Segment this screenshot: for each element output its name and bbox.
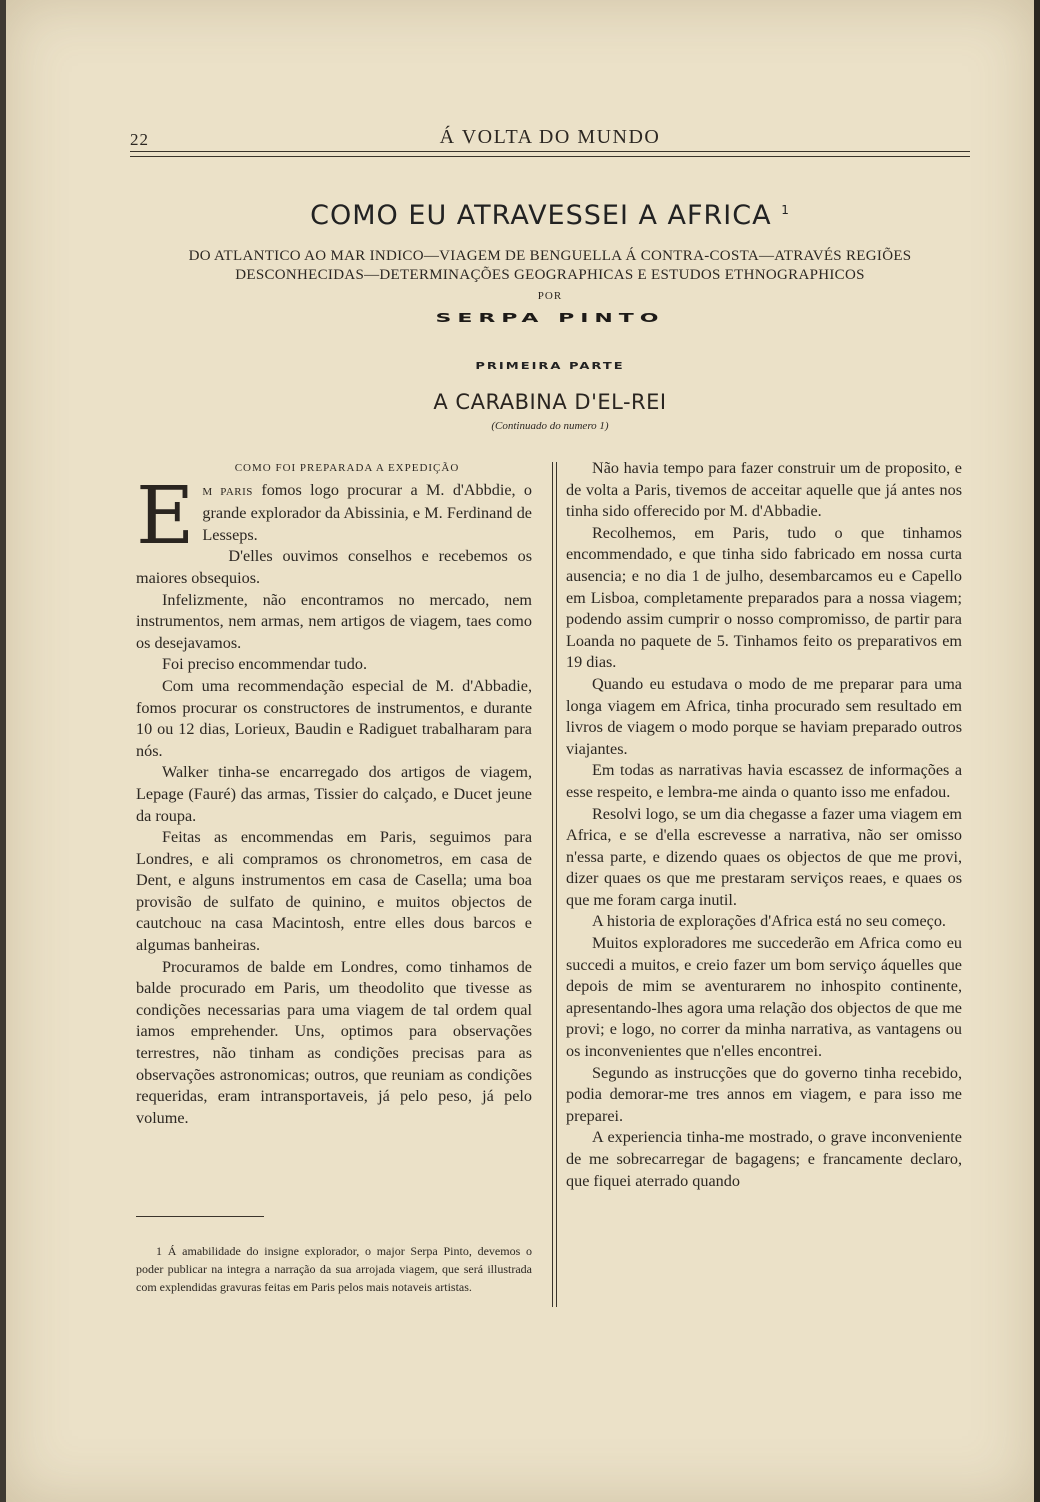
- paragraph: Resolvi logo, se um dia chegasse a fazer uma viagem em Africa, e se d'ella escrevesse a narrativa, não ser omisso n'essa parte, e dizendo quaes os objectos de que me provi, dizer quaes os que me prestaram serviços reaes, e quaes os que me foram carga inutil.: [566, 804, 962, 909]
- article-subtitle: [130, 247, 970, 285]
- column-divider: [552, 462, 557, 1307]
- paragraph: Segundo as instrucções que do governo tinha recebido, podia demorar-me tres annos em viagem, e para isso me preparei.: [566, 1063, 962, 1125]
- paragraph: Muitos exploradores me succederão em Africa como eu succedi a muitos, e creio fazer um bom serviço áquelles que depois de mim se aventurarem no inhospito continente, apresentando-lhes agora uma relação dos objectos de que me provi; e logo, no correr da minha narrativa, as vantagens ou os inconvenientes que n'elles encontrei.: [566, 934, 962, 1061]
- running-head: [130, 126, 970, 154]
- paragraph: A historia de explorações d'Africa está no seu começo.: [592, 912, 946, 931]
- continued-note: (Continuado do numero 1): [491, 420, 609, 432]
- scan-edge: [1034, 0, 1040, 1502]
- drop-cap: E: [136, 468, 195, 562]
- article-title: COMO EU ATRAVESSEI A AFRICA $^1$: [310, 200, 790, 231]
- subtitle-line-2: DESCONHECIDAS—DETERMINAÇÕES GEOGRAPHICAS E ESTUDOS ETHNOGRAPHICOS: [235, 267, 865, 283]
- paragraph: A experiencia tinha-me mostrado, o grave inconveniente de me sobrecarregar de bagagens; e francamente declaro, que fiquei aterrado quando: [566, 1128, 962, 1190]
- paragraph: Foi preciso encommendar tudo.: [162, 655, 367, 674]
- paragraph: D'elles ouvimos conselhos e recebemos os maiores obsequios.: [136, 547, 532, 587]
- paragraph: Quando eu estudava o modo de me preparar para uma longa viagem em Africa, tinha procurado sem resultado em livros de viagem o modo porque se haviam preparado outros viajantes.: [566, 674, 962, 758]
- footnote: 1 Á amabilidade do insigne explorador, o major Serpa Pinto, devemos o poder publicar na integra a narração da sua arrojada viagem, que será illustrada com explendidas gravuras feitas em Paris pelos mais notaveis artistas.: [136, 1244, 532, 1294]
- header-rule: [130, 151, 970, 157]
- paragraph: Recolhemos, em Paris, tudo o que tinhamos encommendado, e que tinha sido fabricado em nossa curta ausencia; e no dia 1 de julho, desembarcamos eu e Capello em Lisboa, completamente preparados para a nossa viagem; podendo assim cumprir o nosso compromisso, de partir para Loanda no paquete de 5. Tinhamos feito os preparativos em 19 dias.: [566, 523, 962, 672]
- part-heading: PRIMEIRA PARTE: [475, 360, 625, 373]
- paragraph: Infelizmente, não encontramos no mercado, nem instrumentos, nem armas, nem artigos de viagem, taes como os desejavamos.: [136, 590, 532, 652]
- paragraph: Procuramos de balde em Londres, como tinhamos de balde procurado em Paris, um theodolito que tivesse as condições necessarias para uma viagem de tal ordem qual iamos emprehender. Uns, optimos para observações terrestres, não tinham as condições precisas para as observações astronomicas; outros, que reuniam as condições requeridas, eram intransportaveis, já pelo peso, já pelo volume.: [136, 957, 532, 1127]
- first-paragraph: E M PARIS fomos logo procurar a M. d'Abbdie, o grande explorador da Abissinia, e M. Ferdinand de Lesseps.: [136, 468, 533, 562]
- journal-title: Á VOLTA DO MUNDO: [439, 126, 661, 148]
- paragraph: Em todas as narrativas havia escassez de informações a esse respeito, e lembra-me ainda o quanto isso me enfadou.: [566, 761, 962, 801]
- paragraph: Não havia tempo para fazer construir um de proposito, e de volta a Paris, tivemos de acceitar aquelle que já antes nos tinha sido offerecido por M. d'Abbadie.: [566, 459, 962, 521]
- subtitle-line-1: DO ATLANTICO AO MAR INDICO—VIAGEM DE BENGUELLA Á CONTRA-COSTA—ATRAVÉS REGIÕES: [188, 248, 912, 264]
- byline-por: POR: [537, 290, 563, 302]
- page-number: 22: [130, 130, 149, 149]
- author-name: SERPA PINTO: [435, 311, 665, 326]
- footnote-rule: [136, 1216, 264, 1217]
- right-column: [566, 458, 962, 1192]
- chapter-title: A CARABINA D'EL-REI: [433, 390, 667, 414]
- book-page: [6, 0, 1034, 1502]
- left-column: [136, 458, 532, 1129]
- paragraph: Feitas as encommendas em Paris, seguimos para Londres, e ali compramos os chronometros, em casa de Dent, e alguns instrumentos em casa de Casella; uma boa provisão de sulfato de quinino, e muitos objectos de cautchouc na casa Macintosh, entre elles dous barcos e algumas banheiras.: [136, 828, 532, 955]
- title-footnote-mark: 1: [781, 203, 790, 217]
- drop-cap-smallcaps: M PARIS: [202, 485, 253, 498]
- paragraph: Com uma recommendação especial de M. d'Abbadie, fomos procurar os constructores de instrumentos, e durante 10 ou 12 dias, Lorieux, Baudin e Radiguet trabalharam para nós.: [136, 676, 532, 760]
- paragraph: Walker tinha-se encarregado dos artigos de viagem, Lepage (Fauré) das armas, Tissier do calçado, e Ducet jeune da roupa.: [136, 763, 532, 825]
- section-heading: COMO FOI PREPARADA A EXPEDIÇÃO: [234, 462, 460, 474]
